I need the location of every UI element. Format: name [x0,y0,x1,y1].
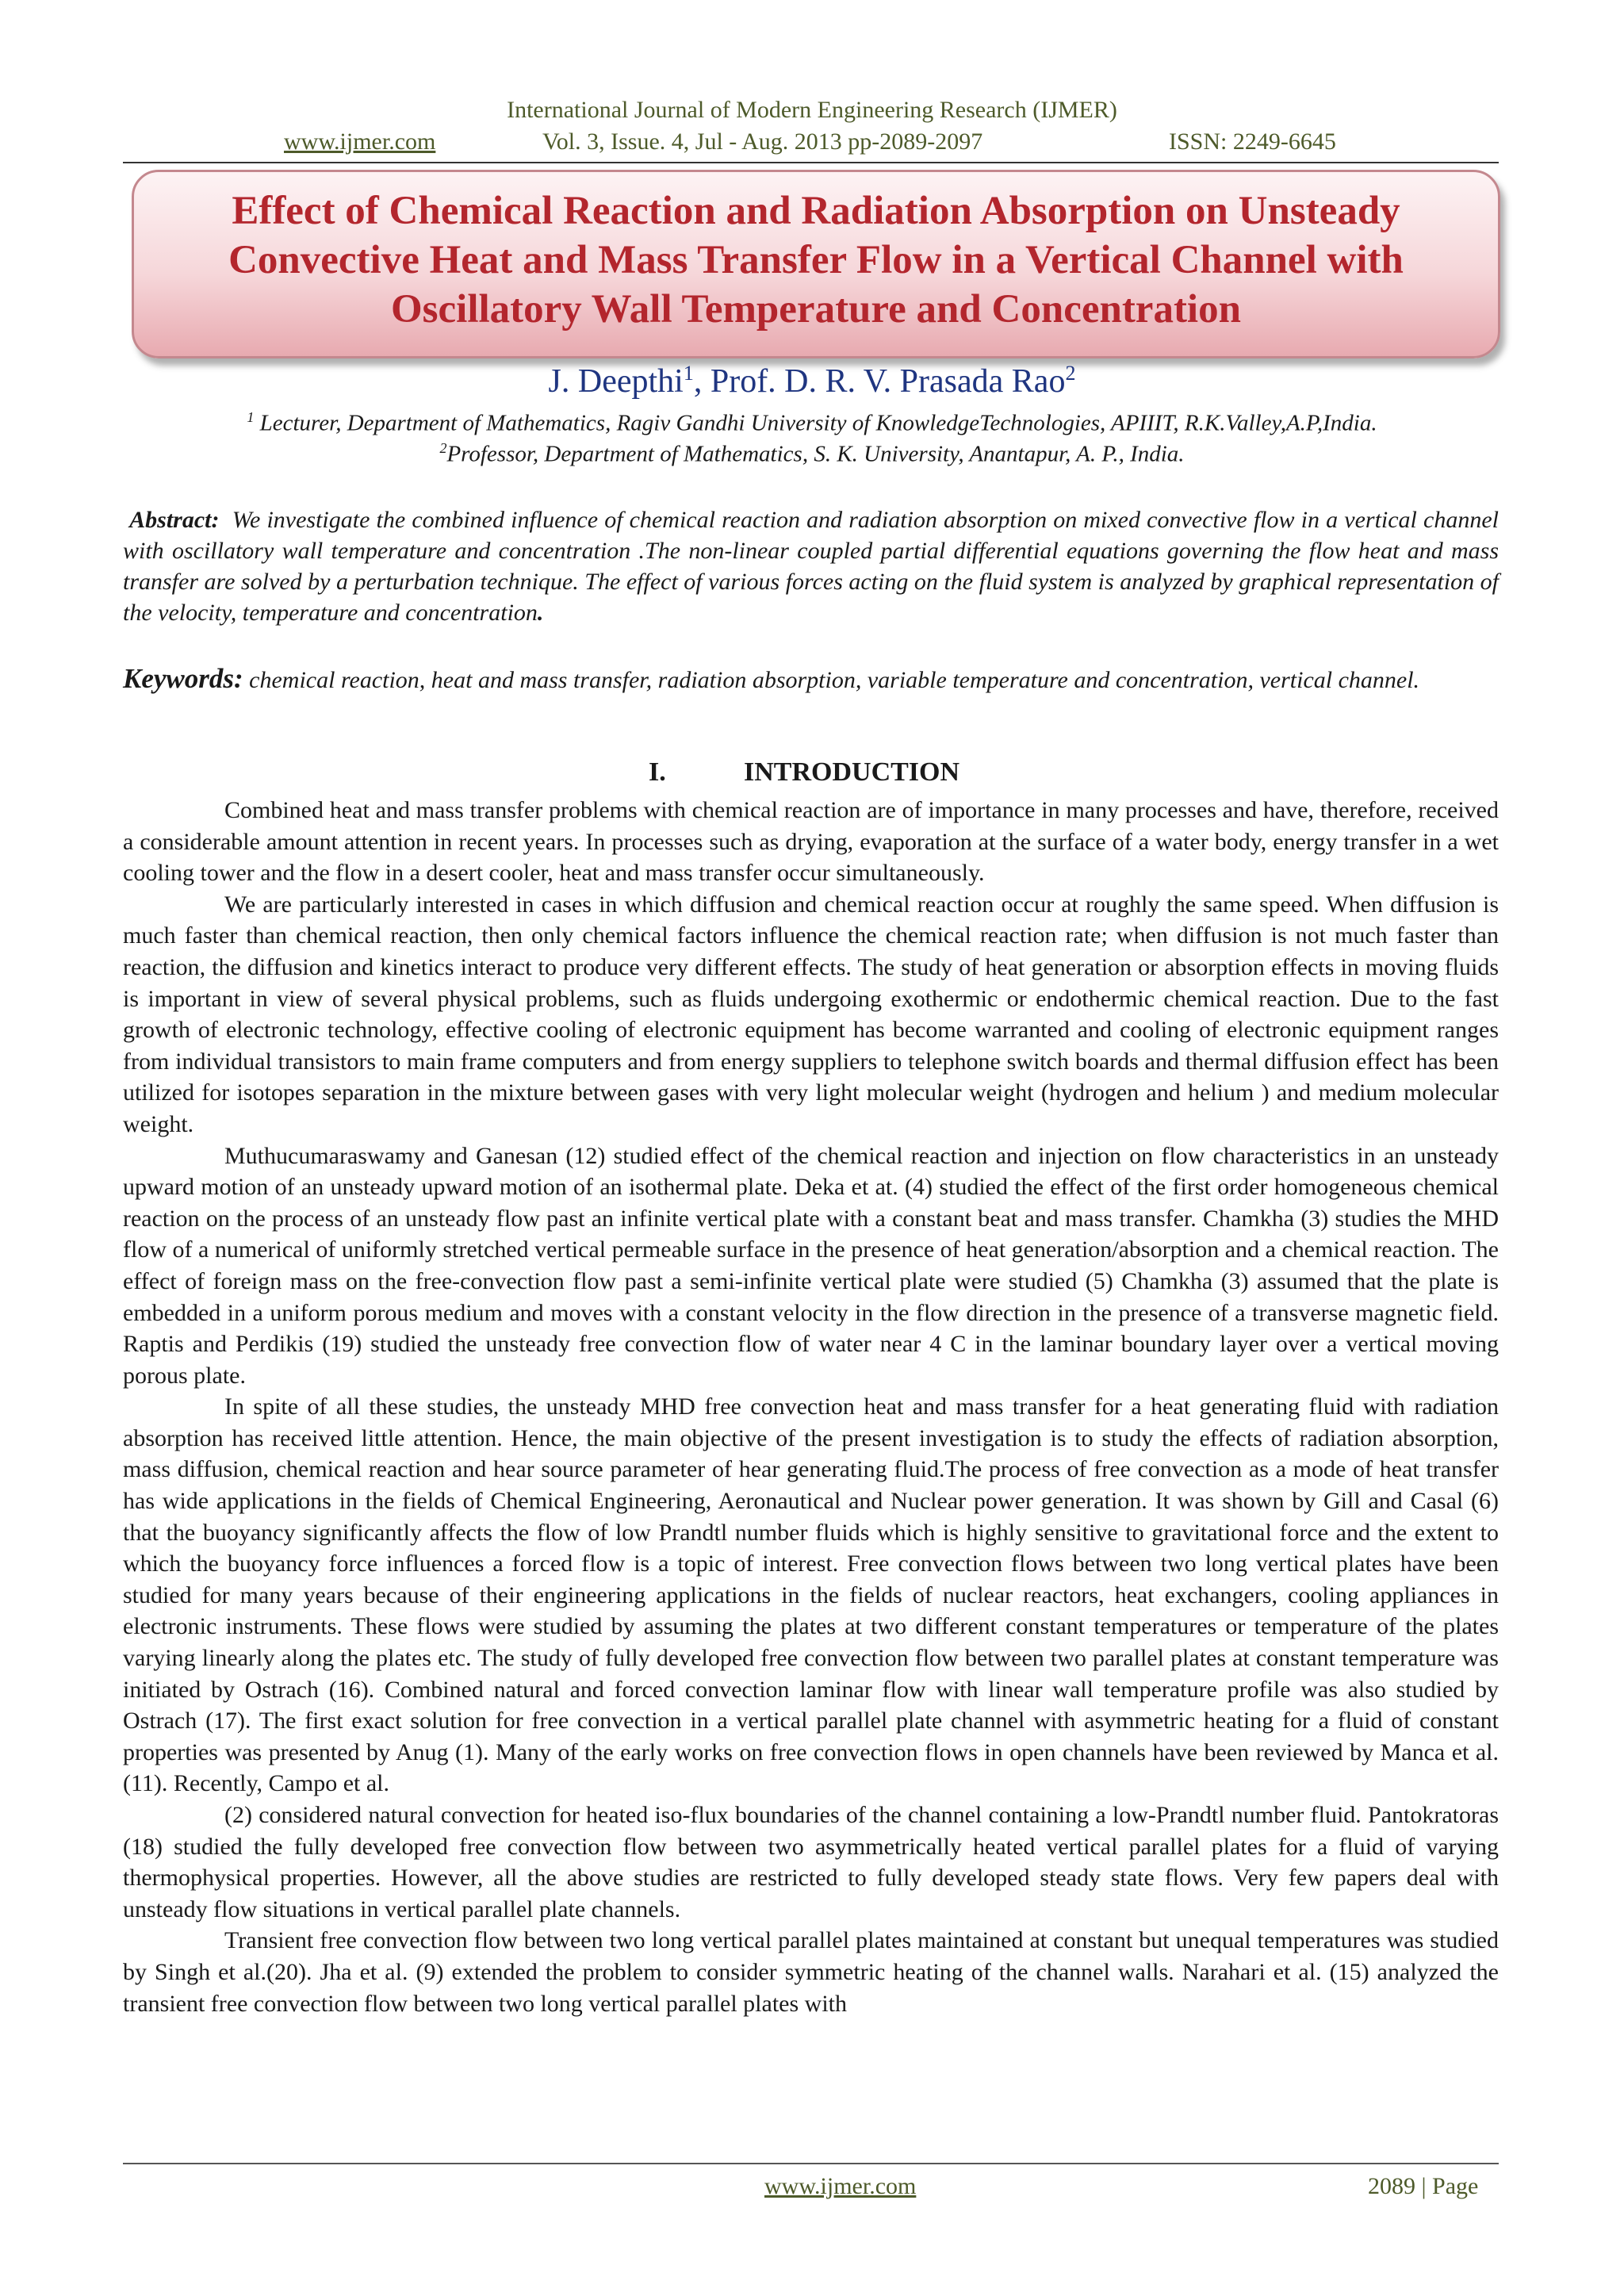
abstract-end: . [537,600,544,626]
header-divider [123,162,1499,163]
journal-name: International Journal of Modern Engineering Research (IJMER) [507,97,1117,123]
affiliation-text: Lecturer, Department of Mathematics, Ragiv Gandhi University of KnowledgeTechnologies, APIIIT, R.K.Valley,A.P,India. [254,410,1377,436]
abstract-label: Abstract: [129,507,220,533]
volume-info: Vol. 3, Issue. 4, Jul - Aug. 2013 pp-2089-2097 [542,128,983,155]
section-title: INTRODUCTION [744,757,960,787]
footer-url-link[interactable]: www.ijmer.com [764,2173,917,2199]
introduction-body [123,795,1499,2019]
affiliation-superscript: 2 [439,440,447,456]
affiliation-1 [0,409,1624,437]
author-superscript: 2 [1065,362,1076,385]
footer-divider [123,2163,1499,2164]
paragraph: In spite of all these studies, the unsteady MHD free convection heat and mass transfer for a heat generating fluid with radiation absorption has received little attention. Hence, the main objective of the present investigation is to study the effects of radiation absorption, mass diffusion, chemical reaction and hear source parameter of hear generating fluid.The process of free convection as a mode of heat transfer has wide applications in the fields of Chemical Engineering, Aeronautical and Nuclear power generation. It was shown by Gill and Casal (6) that the buoyancy significantly affects the flow of low Prandtl number fluids which is highly sensitive to gravitational force and the extent to which the buoyancy force influences a forced flow is a topic of interest. Free convection flows between two long vertical plates have been studied for many years because of their engineering applications in the fields of nuclear reactors, heat exchangers, cooling appliances in electronic instruments. These flows were studied by assuming the plates at two different constant temperatures or temperature of the plates varying linearly along the plates etc. The study of fully developed free convection flow between two parallel plates at constant temperature was initiated by Ostrach (16). Combined natural and forced convection laminar flow with linear wall temperature profile was also studied by Ostrach (17). The first exact solution for free convection in a vertical parallel plate channel with asymmetric heating for a fluid of constant properties was presented by Anug (1). Many of the early works on free convection flows in open channels have been reviewed by Manca et al. (11). Recently, Campo et al. [123,1393,1499,1797]
affiliation-text: Professor, Department of Mathematics, S. K. University, Anantapur, A. P., India. [446,441,1185,467]
affiliation-superscript: 1 [247,409,255,425]
paragraph: (2) considered natural convection for heated iso-flux boundaries of the channel containing a low-Prandtl number fluid. Pantokratoras (18) studied the fully developed free convection flow between two asymmetrically heated vertical parallel plates for a fluid of varying thermophysical properties. However, all the above studies are restricted to fully developed steady state flows. Very few papers deal with unsteady flow situations in vertical parallel plate channels. [123,1802,1499,1922]
paragraph: Transient free convection flow between two long vertical parallel plates maintained at constant but unequal temperatures was studied by Singh et al.(20). Jha et al. (9) extended the problem to consider symmetric heating of the channel walls. Narahari et al. (15) analyzed the transient free convection flow between two long vertical parallel plates with [123,1927,1499,2017]
paragraph: Combined heat and mass transfer problems with chemical reaction are of importance in many processes and have, therefore, received a considerable amount attention in recent years. In processes such as drying, evaporation at the surface of a water body, energy transfer in a wet cooling tower and the flow in a desert cooler, heat and mass transfer occur simultaneously. [123,797,1499,887]
abstract [123,504,1499,628]
issn: ISSN: 2249-6645 [1169,128,1336,155]
page-number: 2089 | Page [1368,2173,1479,2199]
keywords [123,663,1499,696]
paper-title: Effect of Chemical Reaction and Radiation Absorption on Unsteady Convective Heat and Mass Transfer Flow in a Vertical Channel with Oscillatory Wall Temperature and Concentration [228,189,1404,332]
author-name: J. Deepthi [548,363,684,400]
paragraph: Muthucumaraswamy and Ganesan (12) studied effect of the chemical reaction and injection on flow characteristics in an unsteady upward motion of an unsteady upward motion of an isothermal plate. Deka et at. (4) studied the effect of the first order homogeneous chemical reaction on the process of an unsteady flow past an infinite vertical plate with a constant beat and mass transfer. Chamkha (3) studies the MHD flow of a numerical of uniformly stretched vertical permeable surface in the presence of heat generation/absorption and a chemical reaction. The effect of foreign mass on the free-convection flow past a semi-infinite vertical plate were studied (5) Chamkha (3) assumed that the plate is embedded in a uniform porous medium and moves with a constant velocity in the flow direction in the presence of a transverse magnetic field. Raptis and Perdikis (19) studied the unsteady free convection flow of water near 4 C in the laminar boundary layer over a vertical moving porous plate. [123,1142,1499,1389]
abstract-text: We investigate the combined influence of chemical reaction and radiation absorption on mixed convective flow in a vertical channel with oscillatory wall temperature and concentration .The non-linear coupled partial differential equations governing the flow heat and mass transfer are solved by a perturbation technique. The effect of various forces acting on the fluid system is analyzed by graphical representation of the velocity, temperature and concentration [123,507,1499,626]
keywords-text: chemical reaction, heat and mass transfer, radiation absorption, variable temperature and concentration, vertical channel. [249,667,1420,693]
paragraph: We are particularly interested in cases in which diffusion and chemical reaction occur at roughly the same speed. When diffusion is much faster than chemical reaction, then only chemical factors influence the chemical reaction rate; when diffusion is not much faster than reaction, the diffusion and kinetics interact to produce very different effects. The study of heat generation or absorption effects in moving fluids is important in view of several physical problems, such as fluids undergoing exothermic or endothermic chemical reaction. Due to the fast growth of electronic technology, effective cooling of electronic equipment has become warranted and cooling of electronic equipment ranges from individual transistors to main frame computers and from energy suppliers to telephone switch boards and thermal diffusion effect has been utilized for isotopes separation in the mixture between gases with very light molecular weight (hydrogen and helium ) and medium molecular weight. [123,891,1499,1137]
author-line [0,362,1624,401]
journal-url-link[interactable]: www.ijmer.com [284,128,436,155]
affiliation-2 [0,440,1624,468]
author-separator: , [693,363,710,400]
section-number: I. [649,757,666,787]
author-name: Prof. D. R. V. Prasada Rao [710,363,1066,400]
title-banner [132,170,1500,358]
author-superscript: 1 [683,362,694,385]
keywords-label: Keywords: [123,663,243,694]
